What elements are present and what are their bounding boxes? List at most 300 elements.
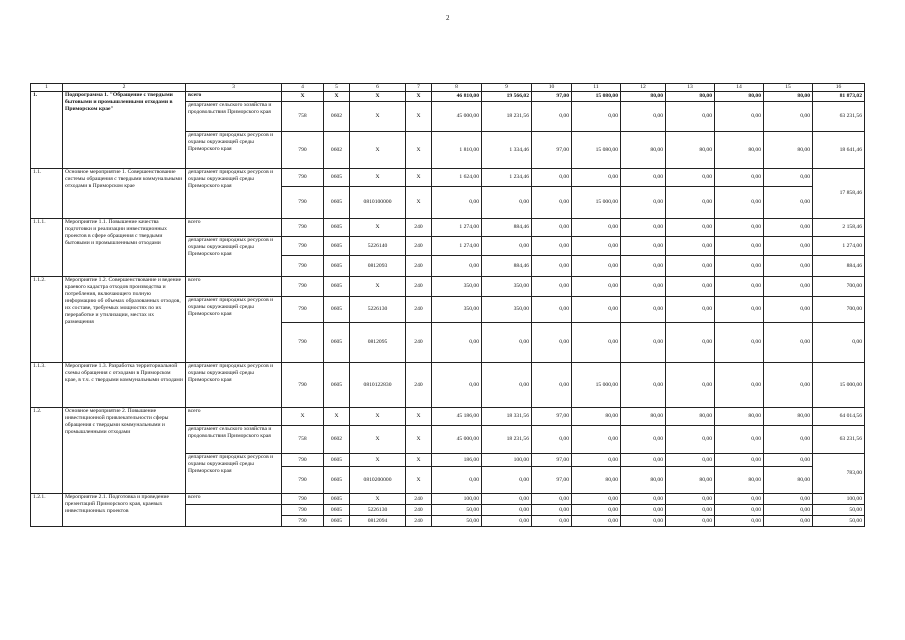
value-cell: 80,00 — [715, 467, 764, 494]
value-cell: 0,00 — [764, 505, 813, 516]
value-cell: 0,00 — [482, 505, 532, 516]
value-cell: 0,00 — [666, 102, 715, 132]
value-cell: 97,00 — [532, 92, 572, 102]
value-cell: 0,00 — [621, 505, 666, 516]
total-cell: 50,00 — [813, 516, 865, 527]
value-cell: 0,00 — [572, 277, 621, 297]
value-cell: 790 — [282, 169, 324, 187]
value-cell: 0,00 — [666, 169, 715, 187]
column-header: 14 — [715, 84, 764, 92]
value-cell: 0602 — [324, 426, 350, 454]
value-cell: 0,00 — [572, 237, 621, 256]
value-cell: 790 — [282, 277, 324, 297]
value-cell: 80,00 — [621, 408, 666, 426]
total-cell: 783,00 — [813, 454, 865, 494]
value-cell: 0,00 — [764, 169, 813, 187]
value-cell: 0605 — [324, 516, 350, 527]
value-cell: 0,00 — [715, 426, 764, 454]
value-cell: 790 — [282, 256, 324, 277]
value-cell: 0,00 — [482, 494, 532, 505]
value-cell: 0,00 — [621, 426, 666, 454]
value-cell: Х — [350, 132, 406, 169]
value-cell: 0,00 — [715, 256, 764, 277]
total-cell: 700,00 — [813, 277, 865, 297]
total-cell: 18 641,46 — [813, 132, 865, 169]
value-cell: 350,00 — [432, 277, 482, 297]
value-cell: 0605 — [324, 187, 350, 219]
value-cell: 0,00 — [532, 237, 572, 256]
value-cell: 0,00 — [666, 277, 715, 297]
value-cell: Х — [350, 454, 406, 467]
value-cell: 0,00 — [482, 237, 532, 256]
value-cell: 80,00 — [666, 408, 715, 426]
value-cell: 1 624,00 — [432, 169, 482, 187]
table-row — [31, 408, 865, 426]
table-row — [31, 363, 865, 408]
value-cell: 0,00 — [621, 323, 666, 363]
value-cell: 5226130 — [350, 505, 406, 516]
value-cell: 240 — [406, 277, 432, 297]
value-cell: 46 810,00 — [432, 92, 482, 102]
value-cell: 80,00 — [715, 92, 764, 102]
value-cell: 1 334,46 — [482, 132, 532, 169]
value-cell: 790 — [282, 297, 324, 323]
value-cell: 18 231,56 — [482, 426, 532, 454]
responsible: департамент природных ресурсов и охраны окружающей среды Приморского края — [186, 169, 282, 219]
column-header: 3 — [186, 84, 282, 92]
value-cell: 0,00 — [532, 219, 572, 237]
value-cell: 0,00 — [482, 187, 532, 219]
total-cell: 81 873,02 — [813, 92, 865, 102]
value-cell: 0,00 — [482, 363, 532, 408]
value-cell: 0,00 — [621, 219, 666, 237]
total-cell: 15 000,00 — [813, 363, 865, 408]
value-cell: 5226140 — [350, 237, 406, 256]
value-cell: Х — [350, 494, 406, 505]
value-cell: 80,00 — [572, 467, 621, 494]
column-header: 11 — [572, 84, 621, 92]
value-cell: Х — [406, 169, 432, 187]
value-cell: 0,00 — [764, 219, 813, 237]
responsible: департамент природных ресурсов и охраны окружающей среды Приморского края — [186, 237, 282, 277]
value-cell: 240 — [406, 363, 432, 408]
total-cell: 0,00 — [813, 323, 865, 363]
value-cell: 0,00 — [621, 102, 666, 132]
value-cell: 0,00 — [764, 363, 813, 408]
value-cell: 0,00 — [532, 256, 572, 277]
value-cell: 0,00 — [666, 297, 715, 323]
value-cell: 45 000,00 — [432, 426, 482, 454]
table-row — [31, 92, 865, 102]
value-cell: 0,00 — [666, 516, 715, 527]
row-number: 1.2.1. — [31, 494, 63, 527]
value-cell: 100,00 — [482, 454, 532, 467]
value-cell: 0,00 — [532, 426, 572, 454]
value-cell: 0,00 — [532, 494, 572, 505]
value-cell: 240 — [406, 323, 432, 363]
value-cell: 0605 — [324, 277, 350, 297]
value-cell: Х — [406, 92, 432, 102]
value-cell: 790 — [282, 516, 324, 527]
value-cell: 80,00 — [572, 408, 621, 426]
responsible: всего — [186, 277, 282, 297]
value-cell: 80,00 — [666, 132, 715, 169]
value-cell: 0,00 — [572, 256, 621, 277]
value-cell: 0,00 — [666, 187, 715, 219]
value-cell: 0602 — [324, 102, 350, 132]
value-cell: 240 — [406, 516, 432, 527]
value-cell: 80,00 — [621, 467, 666, 494]
value-cell: Х — [406, 132, 432, 169]
value-cell: 15 000,00 — [572, 363, 621, 408]
value-cell: 790 — [282, 363, 324, 408]
responsible: всего — [186, 408, 282, 426]
responsible: всего — [186, 494, 282, 505]
total-cell: 64 014,56 — [813, 408, 865, 426]
value-cell: 0605 — [324, 505, 350, 516]
value-cell: Х — [406, 454, 432, 467]
responsible: всего — [186, 219, 282, 237]
value-cell: 0,00 — [764, 454, 813, 467]
value-cell: 80,00 — [715, 408, 764, 426]
value-cell: 0,00 — [764, 297, 813, 323]
value-cell: 0,00 — [666, 323, 715, 363]
responsible: департамент сельского хозяйства и продовольствия Приморского края — [186, 426, 282, 454]
value-cell: 0,00 — [666, 256, 715, 277]
value-cell: 0,00 — [621, 454, 666, 467]
value-cell: 15 000,00 — [572, 187, 621, 219]
value-cell: 0812093 — [350, 256, 406, 277]
total-cell: 1 274,00 — [813, 237, 865, 256]
value-cell: 884,46 — [482, 219, 532, 237]
value-cell: Х — [406, 467, 432, 494]
value-cell: 100,00 — [432, 494, 482, 505]
value-cell: 50,00 — [432, 505, 482, 516]
row-name: Мероприятие 1.3. Разработка территориальной схемы обращения с отходами в Приморском крае, в т.ч. с твердыми коммунальными отходами — [63, 363, 186, 408]
value-cell: 0,00 — [715, 102, 764, 132]
value-cell: 1 274,00 — [432, 237, 482, 256]
value-cell: 790 — [282, 237, 324, 256]
value-cell: 758 — [282, 426, 324, 454]
table-row — [31, 169, 865, 187]
value-cell: 0,00 — [715, 219, 764, 237]
value-cell: 0605 — [324, 363, 350, 408]
table-row — [31, 494, 865, 505]
value-cell: 0,00 — [432, 323, 482, 363]
value-cell: 0,00 — [572, 516, 621, 527]
value-cell: 0,00 — [621, 297, 666, 323]
column-header: 12 — [621, 84, 666, 92]
value-cell: 0,00 — [532, 363, 572, 408]
value-cell: 350,00 — [432, 297, 482, 323]
value-cell: 5226130 — [350, 297, 406, 323]
value-cell: 0,00 — [715, 323, 764, 363]
value-cell: 80,00 — [621, 92, 666, 102]
value-cell: 0,00 — [482, 467, 532, 494]
value-cell: 18 231,56 — [482, 102, 532, 132]
column-header: 4 — [282, 84, 324, 92]
value-cell: 0,00 — [715, 494, 764, 505]
value-cell: 350,00 — [482, 297, 532, 323]
value-cell: 80,00 — [621, 132, 666, 169]
value-cell: 0,00 — [532, 277, 572, 297]
responsible: всего — [186, 92, 282, 102]
row-name: Основное мероприятие 2. Повышение инвестиционной привлекательности сферы обращения с твердыми коммунальными и промышленными отходами — [63, 408, 186, 494]
column-header: 8 — [432, 84, 482, 92]
row-number: 1.1.3. — [31, 363, 63, 408]
row-number: 1.1.1. — [31, 219, 63, 277]
value-cell: 240 — [406, 256, 432, 277]
column-header: 7 — [406, 84, 432, 92]
column-header: 9 — [482, 84, 532, 92]
value-cell: 0,00 — [532, 323, 572, 363]
column-header: 2 — [63, 84, 186, 92]
value-cell: 0,00 — [715, 169, 764, 187]
value-cell: Х — [324, 408, 350, 426]
row-name: Мероприятие 1.2. Совершенствование и ведение краевого кадастра отходов производства и потребления, включающего полную информацию об объемах образованных отходов, их составе, требуемых мощностях по их переработке и утилизации, местах их размещения — [63, 277, 186, 363]
table-row — [31, 84, 865, 92]
value-cell: Х — [350, 102, 406, 132]
value-cell: 0,00 — [715, 505, 764, 516]
table-row — [31, 277, 865, 297]
value-cell: 0,00 — [572, 169, 621, 187]
row-number: 1.1.2. — [31, 277, 63, 363]
value-cell: 97,00 — [532, 454, 572, 467]
value-cell: 0,00 — [532, 505, 572, 516]
value-cell: 0,00 — [715, 187, 764, 219]
value-cell: Х — [350, 277, 406, 297]
value-cell: Х — [350, 92, 406, 102]
value-cell: 0,00 — [666, 363, 715, 408]
value-cell: 186,00 — [432, 454, 482, 467]
responsible: департамент природных ресурсов и охраны окружающей среды Приморского края — [186, 454, 282, 494]
row-number: 1. — [31, 92, 63, 169]
total-cell: 63 231,56 — [813, 102, 865, 132]
value-cell: 0,00 — [666, 454, 715, 467]
value-cell: 350,00 — [482, 277, 532, 297]
value-cell: 240 — [406, 494, 432, 505]
column-header: 6 — [350, 84, 406, 92]
value-cell: 15 080,00 — [572, 132, 621, 169]
value-cell: Х — [406, 187, 432, 219]
value-cell: 0,00 — [432, 187, 482, 219]
column-header: 10 — [532, 84, 572, 92]
value-cell: 0,00 — [715, 277, 764, 297]
total-cell: 50,00 — [813, 505, 865, 516]
value-cell: 15 080,00 — [572, 92, 621, 102]
value-cell: 0812095 — [350, 323, 406, 363]
value-cell: 0,00 — [432, 467, 482, 494]
value-cell: 0,00 — [572, 505, 621, 516]
value-cell: 0,00 — [621, 256, 666, 277]
column-header: 1 — [31, 84, 63, 92]
responsible: департамент сельского хозяйства и продовольствия Приморского края — [186, 102, 282, 132]
responsible: департамент природных ресурсов и охраны окружающей среды Приморского края — [186, 297, 282, 363]
value-cell: 0,00 — [764, 102, 813, 132]
value-cell: 0,00 — [532, 516, 572, 527]
value-cell: 19 566,02 — [482, 92, 532, 102]
value-cell: Х — [350, 426, 406, 454]
total-cell: 2 158,46 — [813, 219, 865, 237]
row-name: Мероприятие 1.1. Повышение качества подготовки и реализации инвестиционных проектов в сфере обращения с твердыми бытовыми и промышленными отходами — [63, 219, 186, 277]
value-cell: 50,00 — [432, 516, 482, 527]
value-cell: 0605 — [324, 494, 350, 505]
value-cell: 97,00 — [532, 467, 572, 494]
value-cell: 0,00 — [572, 102, 621, 132]
value-cell: 0,00 — [482, 323, 532, 363]
value-cell: Х — [406, 102, 432, 132]
value-cell: 0,00 — [715, 516, 764, 527]
value-cell: Х — [350, 169, 406, 187]
value-cell: Х — [282, 408, 324, 426]
row-number: 1.2. — [31, 408, 63, 494]
value-cell: 0,00 — [764, 323, 813, 363]
value-cell: Х — [406, 408, 432, 426]
column-header: 5 — [324, 84, 350, 92]
value-cell: 0605 — [324, 169, 350, 187]
value-cell: 0810200000 — [350, 467, 406, 494]
responsible-blank — [186, 505, 282, 527]
column-header: 16 — [813, 84, 865, 92]
value-cell: 1 274,00 — [432, 219, 482, 237]
value-cell: 0,00 — [532, 169, 572, 187]
value-cell: 790 — [282, 132, 324, 169]
value-cell: 0,00 — [666, 237, 715, 256]
value-cell: 18 331,56 — [482, 408, 532, 426]
value-cell: 0,00 — [764, 237, 813, 256]
value-cell: 0,00 — [621, 494, 666, 505]
value-cell: 240 — [406, 237, 432, 256]
responsible: департамент природных ресурсов и охраны окружающей среды Приморского края — [186, 132, 282, 169]
value-cell: 1 234,46 — [482, 169, 532, 187]
value-cell: 1 810,00 — [432, 132, 482, 169]
value-cell: 790 — [282, 467, 324, 494]
value-cell: 0605 — [324, 219, 350, 237]
value-cell: 0,00 — [621, 187, 666, 219]
value-cell: 0,00 — [764, 516, 813, 527]
value-cell: 97,00 — [532, 408, 572, 426]
value-cell: 80,00 — [764, 92, 813, 102]
value-cell: 0,00 — [764, 187, 813, 219]
value-cell: 0,00 — [715, 297, 764, 323]
value-cell: 97,00 — [532, 132, 572, 169]
value-cell: 790 — [282, 454, 324, 467]
value-cell: 0,00 — [572, 454, 621, 467]
value-cell: 240 — [406, 219, 432, 237]
value-cell: Х — [350, 408, 406, 426]
row-name: Подпрограмма 1. "Обращение с твердыми бытовыми и промышленными отходами в Приморском крае" — [63, 92, 186, 169]
value-cell: 0,00 — [715, 237, 764, 256]
total-cell: 17 858,46 — [813, 169, 865, 219]
responsible: департамент природных ресурсов и охраны окружающей среды Приморского края — [186, 363, 282, 408]
value-cell: 0,00 — [532, 102, 572, 132]
value-cell: 0,00 — [621, 277, 666, 297]
value-cell: 790 — [282, 219, 324, 237]
table-row — [31, 219, 865, 237]
value-cell: 0,00 — [764, 256, 813, 277]
value-cell: 45 000,00 — [432, 102, 482, 132]
value-cell: 790 — [282, 505, 324, 516]
value-cell: Х — [350, 219, 406, 237]
value-cell: 0,00 — [715, 454, 764, 467]
value-cell: 790 — [282, 187, 324, 219]
value-cell: 0,00 — [572, 494, 621, 505]
total-cell: 884,46 — [813, 256, 865, 277]
total-cell: 700,00 — [813, 297, 865, 323]
value-cell: 0605 — [324, 237, 350, 256]
row-name: Мероприятие 2.1. Подготовка и проведение презентаций Приморского края, краевых инвестиционных проектов — [63, 494, 186, 527]
value-cell: 790 — [282, 323, 324, 363]
value-cell: 0605 — [324, 323, 350, 363]
value-cell: 0,00 — [482, 516, 532, 527]
table-body — [31, 84, 865, 527]
value-cell: 240 — [406, 505, 432, 516]
value-cell: 0,00 — [572, 323, 621, 363]
value-cell: 0,00 — [764, 426, 813, 454]
value-cell: 0602 — [324, 132, 350, 169]
value-cell: 0,00 — [572, 297, 621, 323]
row-name: Основное мероприятие 1. Совершенствование системы обращения с твердыми коммунальными отходами в Приморском крае — [63, 169, 186, 219]
value-cell: Х — [324, 92, 350, 102]
value-cell: 0,00 — [432, 256, 482, 277]
value-cell: 0,00 — [532, 187, 572, 219]
value-cell: 0,00 — [666, 219, 715, 237]
value-cell: 0605 — [324, 297, 350, 323]
value-cell: 0,00 — [666, 494, 715, 505]
value-cell: 758 — [282, 102, 324, 132]
value-cell: 0,00 — [621, 516, 666, 527]
value-cell: 0,00 — [621, 363, 666, 408]
value-cell: 45 186,00 — [432, 408, 482, 426]
value-cell: 0,00 — [666, 426, 715, 454]
value-cell: 80,00 — [764, 408, 813, 426]
value-cell: 0,00 — [715, 363, 764, 408]
value-cell: 0,00 — [764, 277, 813, 297]
column-header: 15 — [764, 84, 813, 92]
row-number: 1.1. — [31, 169, 63, 219]
value-cell: 0,00 — [764, 494, 813, 505]
value-cell: 0810100000 — [350, 187, 406, 219]
value-cell: 80,00 — [715, 132, 764, 169]
value-cell: 80,00 — [666, 92, 715, 102]
budget-table — [30, 83, 865, 527]
value-cell: 0,00 — [666, 505, 715, 516]
value-cell: 884,46 — [482, 256, 532, 277]
value-cell: 240 — [406, 297, 432, 323]
value-cell: 0812094 — [350, 516, 406, 527]
value-cell: 0,00 — [532, 297, 572, 323]
total-cell: 63 231,56 — [813, 426, 865, 454]
value-cell: Х — [282, 92, 324, 102]
value-cell: 790 — [282, 494, 324, 505]
value-cell: 0605 — [324, 256, 350, 277]
page-number: 2 — [446, 14, 450, 22]
value-cell: 0605 — [324, 467, 350, 494]
value-cell: 0,00 — [621, 237, 666, 256]
value-cell: 80,00 — [764, 467, 813, 494]
value-cell: 80,00 — [666, 467, 715, 494]
column-header: 13 — [666, 84, 715, 92]
value-cell: 80,00 — [764, 132, 813, 169]
value-cell: 0605 — [324, 454, 350, 467]
value-cell: 0,00 — [432, 363, 482, 408]
value-cell: 0,00 — [621, 169, 666, 187]
value-cell: 0810122830 — [350, 363, 406, 408]
total-cell: 100,00 — [813, 494, 865, 505]
value-cell: 0,00 — [572, 219, 621, 237]
value-cell: Х — [406, 426, 432, 454]
value-cell: 0,00 — [572, 426, 621, 454]
